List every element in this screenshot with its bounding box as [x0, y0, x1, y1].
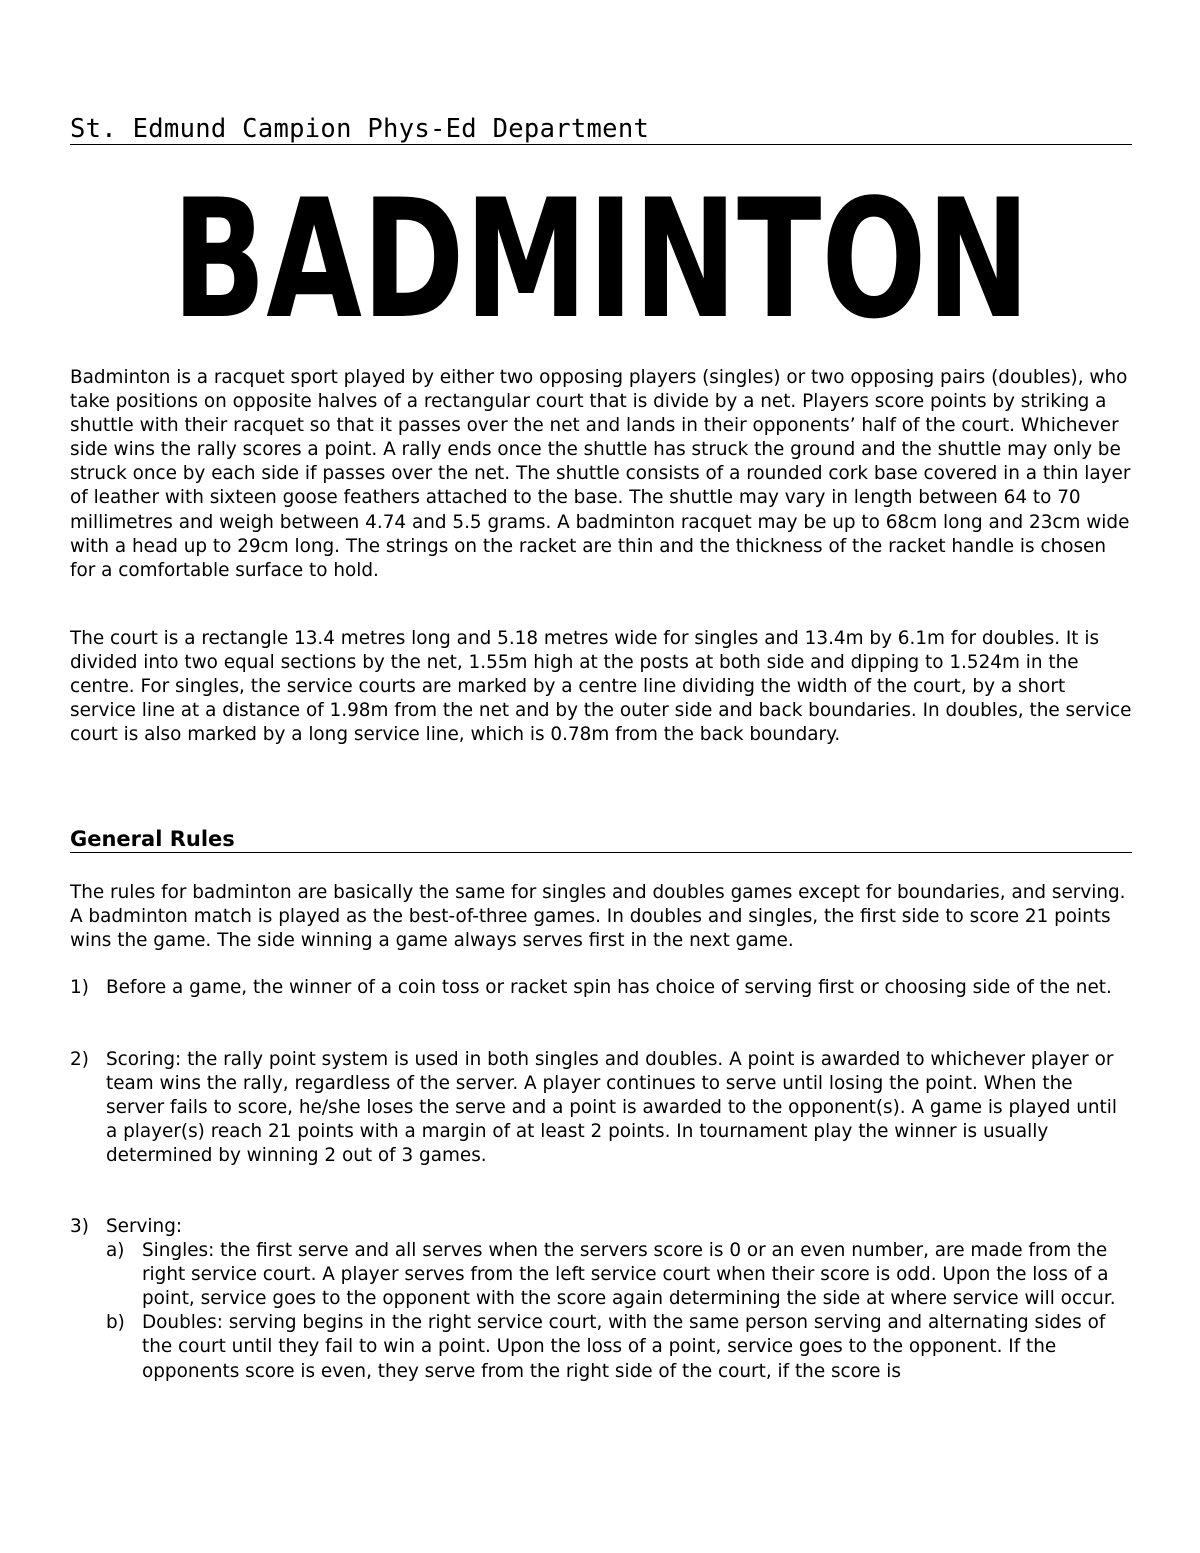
rule-text: Serving: [106, 1216, 183, 1237]
subitem-letter: b) [106, 1312, 125, 1334]
rule-item-3 [70, 1215, 1132, 1384]
rule-text: Before a game, the winner of a coin toss or racket spin has choice of serving first or choosing side of the net. [106, 977, 1112, 998]
rule-text: Scoring: the rally point system is used in both singles and doubles. A point is awarded to whichever player or team wins the rally, regardless of the server. A player continues to serve until losing the point. When the server fails to score, he/she loses the serve and a point is awarded to the opponent(s). A game is played until a player(s) reach 21 points with a margin of at least 2 points. In tournament play the winner is usually determined by winning 2 out of 3 games. [106, 1049, 1117, 1167]
intro-paragraph-2: The court is a rectangle 13.4 metres long and 5.18 metres wide for singles and 13.4m by 6.1m for doubles. It is divided into two equal sections by the net, 1.55m high at the posts at both side and dipping to 1.524m in the centre. For singles, the service courts are marked by a centre line dividing the width of the court, by a short service line at a distance of 1.98m from the net and by the outer side and back boundaries. In doubles, the service court is also marked by a long service line, which is 0.78m from the back boundary. [70, 628, 1132, 746]
badminton-title-graphic [170, 164, 1032, 355]
rule-number: 1) [70, 977, 89, 998]
rule-number: 2) [70, 1049, 89, 1070]
rule-subitem-a [106, 1239, 1132, 1311]
rule-subitem-b [106, 1311, 1132, 1383]
department-header: St. Edmund Campion Phys-Ed Department [70, 114, 1132, 145]
subitem-letter: a) [106, 1240, 125, 1262]
rule-item-1 [70, 976, 1132, 1000]
rule-item-2 [70, 1048, 1132, 1168]
intro-paragraph-1: Badminton is a racquet sport played by either two opposing players (singles) or two opposing pairs (doubles), who take positions on opposite halves of a rectangular court that is divide by a net. Players score points by striking a shuttle with their racquet so that it passes over the net and lands in their opponents’ half of the court. Whichever side wins the rally scores a point. A rally ends once the shuttle has struck the ground and the shuttle may only be struck once by each side if passes over the net. The shuttle consists of a rounded cork base covered in a thin layer of leather with sixteen goose feathers attached to the base. The shuttle may vary in length between 64 to 70 millimetres and weigh between 4.74 and 5.5 grams. A badminton racquet may be up to 68cm long and 23cm wide with a head up to 29cm long. The strings on the racket are thin and the thickness of the racket handle is chosen for a comfortable surface to hold. [70, 367, 1131, 581]
rules-intro-paragraph: The rules for badminton are basically the same for singles and doubles games except for boundaries, and serving. A badminton match is played as the best-of-three games. In doubles and singles, the first side to score 21 points wins the game. The side winning a game always serves first in the next game. [70, 882, 1126, 952]
rule-number: 3) [70, 1216, 89, 1237]
page-title [170, 164, 1032, 355]
subitem-text: Singles: the first serve and all serves when the servers score is 0 or an even number, are made from the right service court. A player serves from the left service court when their score is odd. Upon the loss of a point, service goes to the opponent with the score again determining the side at where service will occur. [142, 1240, 1116, 1310]
badminton-title-text: BADMINTON [172, 164, 1030, 355]
subitem-text: Doubles: serving begins in the right service court, with the same person serving and alternating sides of the court until they fail to win a point. Upon the loss of a point, service goes to the opponent. If the opponents score is even, they serve from the right side of the court, if the score is [142, 1312, 1106, 1382]
section-heading-general-rules: General Rules [70, 826, 1132, 853]
rule-body [106, 1215, 1132, 1384]
